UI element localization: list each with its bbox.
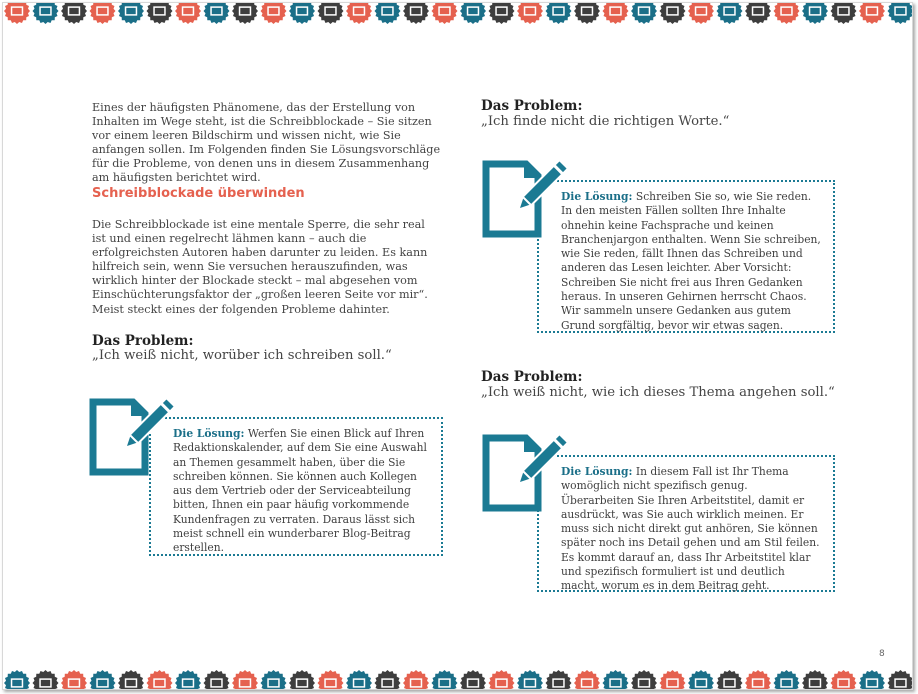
stamp-badge bbox=[888, 670, 914, 690]
solution-1-text: Werfen Sie einen Blick auf Ihren Redaktionskalender, auf dem Sie eine Auswahl an Themen gesammelt haben, über die Sie schreiben können. Sie können auch Kollegen aus dem Vertrieb oder der Serviceabteilung bitten, Ihnen ein paar häufig vorkommende Kundenfragen zu verraten. Daraus lässt sich meist schnell ein wunderbarer Blog-Beitrag erstellen. bbox=[173, 427, 427, 555]
problem-2-label: Das Problem: bbox=[481, 98, 583, 114]
solution-box-2 bbox=[537, 180, 835, 333]
page-number: 8 bbox=[879, 649, 885, 659]
stamp-badge bbox=[745, 670, 771, 690]
solution-3-text: In diesem Fall ist Ihr Thema womöglich nicht spezifisch genug. Überarbeiten Sie Ihren Arbeitstitel, damit er ausdrückt, was Sie auch wirklich meinen. Er muss sich nicht direkt gut anhören, Sie können später noch ins Detail gehen und am Stil feilen. Es kommt darauf an, dass Ihr Arbeitstitel klar und spezifisch formuliert ist und deutlich macht, worum es in dem Beitrag geht. bbox=[561, 465, 820, 593]
stamp-badge bbox=[318, 3, 344, 24]
stamp-badge bbox=[546, 670, 572, 690]
stamp-badge bbox=[688, 3, 714, 24]
stamp-badge bbox=[346, 670, 372, 690]
stamp-badge bbox=[118, 3, 144, 24]
stamp-badge bbox=[204, 3, 230, 24]
problem-3-label: Das Problem: bbox=[481, 369, 583, 385]
stamp-badge bbox=[831, 3, 857, 24]
stamp-badge bbox=[90, 3, 116, 24]
stamp-badge bbox=[831, 670, 857, 690]
stamp-badge bbox=[517, 3, 543, 24]
stamp-badge bbox=[546, 3, 572, 24]
stamp-badge bbox=[859, 670, 885, 690]
stamp-badge bbox=[261, 3, 287, 24]
stamp-badge bbox=[289, 670, 315, 690]
top-decorative-border bbox=[3, 3, 913, 29]
stamp-badge bbox=[403, 3, 429, 24]
solution-2-label: Die Lösung: bbox=[561, 190, 633, 203]
stamp-badge bbox=[61, 670, 87, 690]
stamp-badge bbox=[574, 3, 600, 24]
bottom-decorative-border bbox=[3, 665, 913, 690]
stamp-badge bbox=[33, 3, 59, 24]
document-pencil-icon bbox=[89, 398, 179, 478]
stamp-badge bbox=[802, 670, 828, 690]
stamp-badge bbox=[489, 3, 515, 24]
stamp-badge bbox=[717, 670, 743, 690]
stamp-badge bbox=[460, 3, 486, 24]
stamp-badge bbox=[175, 3, 201, 24]
solution-box-1 bbox=[149, 417, 443, 556]
stamp-badge bbox=[631, 670, 657, 690]
stamp-badge bbox=[403, 670, 429, 690]
document-pencil-icon bbox=[482, 434, 572, 514]
stamp-badge bbox=[432, 3, 458, 24]
document-page bbox=[2, 2, 913, 690]
stamp-badge bbox=[4, 3, 30, 24]
stamp-badge bbox=[631, 3, 657, 24]
stamp-badge bbox=[460, 670, 486, 690]
top-stamp-strip bbox=[3, 3, 913, 29]
stamp-badge bbox=[375, 670, 401, 690]
stamp-badge bbox=[717, 3, 743, 24]
section-heading: Schreibblockade überwinden bbox=[92, 186, 305, 201]
solution-3-label: Die Lösung: bbox=[561, 465, 633, 478]
stamp-badge bbox=[574, 670, 600, 690]
stamp-badge bbox=[147, 3, 173, 24]
stamp-badge bbox=[603, 670, 629, 690]
stamp-badge bbox=[660, 670, 686, 690]
stamp-badge bbox=[118, 670, 144, 690]
stamp-badge bbox=[33, 670, 59, 690]
stamp-badge bbox=[432, 670, 458, 690]
stamp-badge bbox=[147, 670, 173, 690]
stamp-badge bbox=[375, 3, 401, 24]
stamp-badge bbox=[232, 3, 258, 24]
stamp-badge bbox=[888, 3, 914, 24]
stamp-badge bbox=[175, 670, 201, 690]
problem-2-quote: „Ich finde nicht die richtigen Worte.“ bbox=[481, 114, 730, 129]
solution-1-label: Die Lösung: bbox=[173, 427, 245, 440]
stamp-badge bbox=[61, 3, 87, 24]
stamp-badge bbox=[489, 670, 515, 690]
stamp-badge bbox=[4, 670, 30, 690]
stamp-badge bbox=[346, 3, 372, 24]
stamp-badge bbox=[289, 3, 315, 24]
stamp-badge bbox=[774, 670, 800, 690]
document-pencil-icon bbox=[482, 160, 572, 240]
solution-2-text: Schreiben Sie so, wie Sie reden. In den meisten Fällen sollten Ihre Inhalte ohnehin keine Fachsprache und keinen Branchenjargon enthalten. Wenn Sie schreiben, wie Sie reden, fällt Ihnen das Schreiben und anderen das Lesen leichter. Aber Vorsicht: Schreiben Sie nicht frei aus Ihren Gedanken heraus. In unseren Gehirnen herrscht Chaos. Wir sammeln unsere Gedanken aus gutem Grund sorgfältig, bevor wir etwas sagen. bbox=[561, 190, 821, 332]
stamp-badge bbox=[603, 3, 629, 24]
stamp-badge bbox=[688, 670, 714, 690]
bottom-stamp-strip bbox=[3, 665, 913, 690]
stamp-badge bbox=[774, 3, 800, 24]
problem-1-label: Das Problem: bbox=[92, 333, 194, 349]
stamp-badge bbox=[232, 670, 258, 690]
stamp-badge bbox=[517, 670, 543, 690]
stamp-badge bbox=[745, 3, 771, 24]
stamp-badge bbox=[660, 3, 686, 24]
stamp-badge bbox=[802, 3, 828, 24]
problem-3-quote: „Ich weiß nicht, wie ich dieses Thema angehen soll.“ bbox=[481, 385, 835, 400]
solution-box-3 bbox=[537, 455, 835, 592]
stamp-badge bbox=[318, 670, 344, 690]
stamp-badge bbox=[204, 670, 230, 690]
stamp-badge bbox=[859, 3, 885, 24]
stamp-badge bbox=[261, 670, 287, 690]
writer-block-paragraph: Die Schreibblockade ist eine mentale Sperre, die sehr real ist und einen regelrecht lähmen kann – auch die erfolgreichsten Autoren haben darunter zu leiden. Es kann hilfreich sein, wenn Sie versuchen herauszufinden, was wirklich hinter der Blockade steckt – mal abgesehen vom Einschüchterungsfaktor der „großen leeren Seite vor mir“. Meist steckt eines der folgenden Probleme dahinter. bbox=[92, 218, 428, 316]
intro-paragraph: Eines der häufigsten Phänomene, das der Erstellung von Inhalten im Wege steht, ist die Schreibblockade – Sie sitzen vor einem leeren Bildschirm und wissen nicht, wie Sie anfangen sollen. Im Folgenden finden Sie Lösungsvorschläge für die Probleme, von denen uns in diesem Zusammenhang am häufigsten berichtet wird. bbox=[92, 101, 441, 185]
problem-1-quote: „Ich weiß nicht, worüber ich schreiben soll.“ bbox=[92, 348, 392, 363]
stamp-badge bbox=[90, 670, 116, 690]
